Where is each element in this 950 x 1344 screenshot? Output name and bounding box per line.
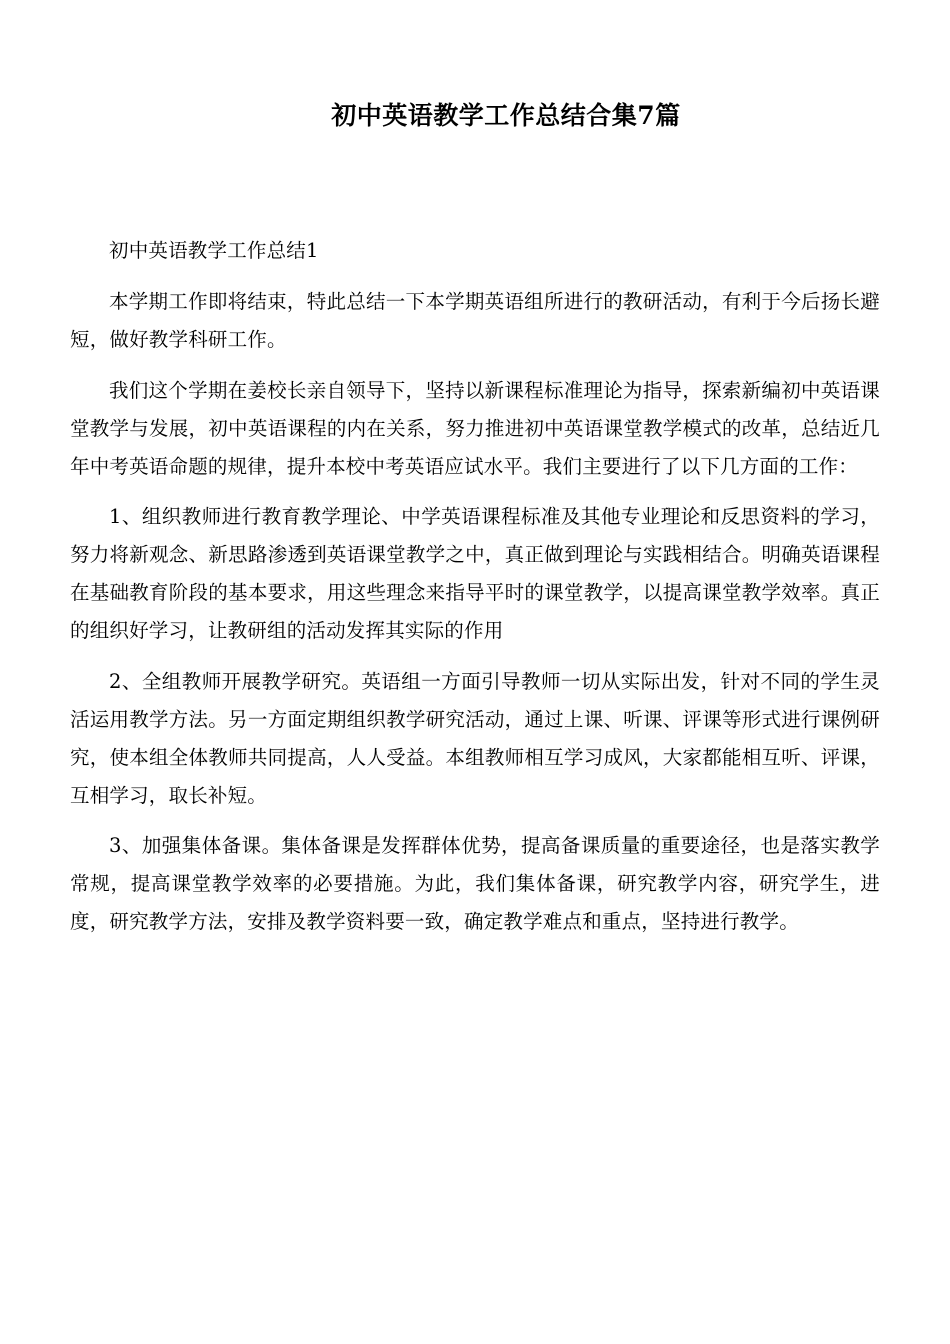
paragraph-overview: 我们这个学期在姜校长亲自领导下，坚持以新课程标准理论为指导，探索新编初中英语课堂教学与发展，初中英语课程的内在关系，努力推进初中英语课堂教学模式的改革，总结近几年中考英语命题的规律，提升本校中考英语应试水平。我们主要进行了以下几方面的工作： xyxy=(70,378,880,478)
paragraph-intro: 本学期工作即将结束，特此总结一下本学期英语组所进行的教研活动，有利于今后扬长避短，做好教学科研工作。 xyxy=(70,290,880,351)
section-heading: 初中英语教学工作总结1 xyxy=(109,239,319,262)
paragraph-item-2: 2、全组教师开展教学研究。英语组一方面引导教师一切从实际出发，针对不同的学生灵活运用教学方法。另一方面定期组织教学研究活动，通过上课、听课、评课等形式进行课例研究，使本组全体教师共同提高，人人受益。本组教师相互学习成风，大家都能相互听、评课，互相学习，取长补短。 xyxy=(70,669,880,807)
paragraph-item-1: 1、组织教师进行教育教学理论、中学英语课程标准及其他专业理论和反思资料的学习，努力将新观念、新思路渗透到英语课堂教学之中，真正做到理论与实践相结合。明确英语课程在基础教育阶段的基本要求，用这些理念来指导平时的课堂教学，以提高课堂教学效率。真正的组织好学习，让教研组的活动发挥其实际的作用 xyxy=(70,505,880,642)
document-body xyxy=(70,232,880,941)
document-title: 初中英语教学工作总结合集7篇 xyxy=(331,101,681,130)
paragraph-item-3: 3、加强集体备课。集体备课是发挥群体优势，提高备课质量的重要途径，也是落实教学常规，提高课堂教学效率的必要措施。为此，我们集体备课，研究教学内容，研究学生，进度，研究教学方法，安排及教学资料要一致，确定教学难点和重点，坚持进行教学。 xyxy=(70,834,880,933)
